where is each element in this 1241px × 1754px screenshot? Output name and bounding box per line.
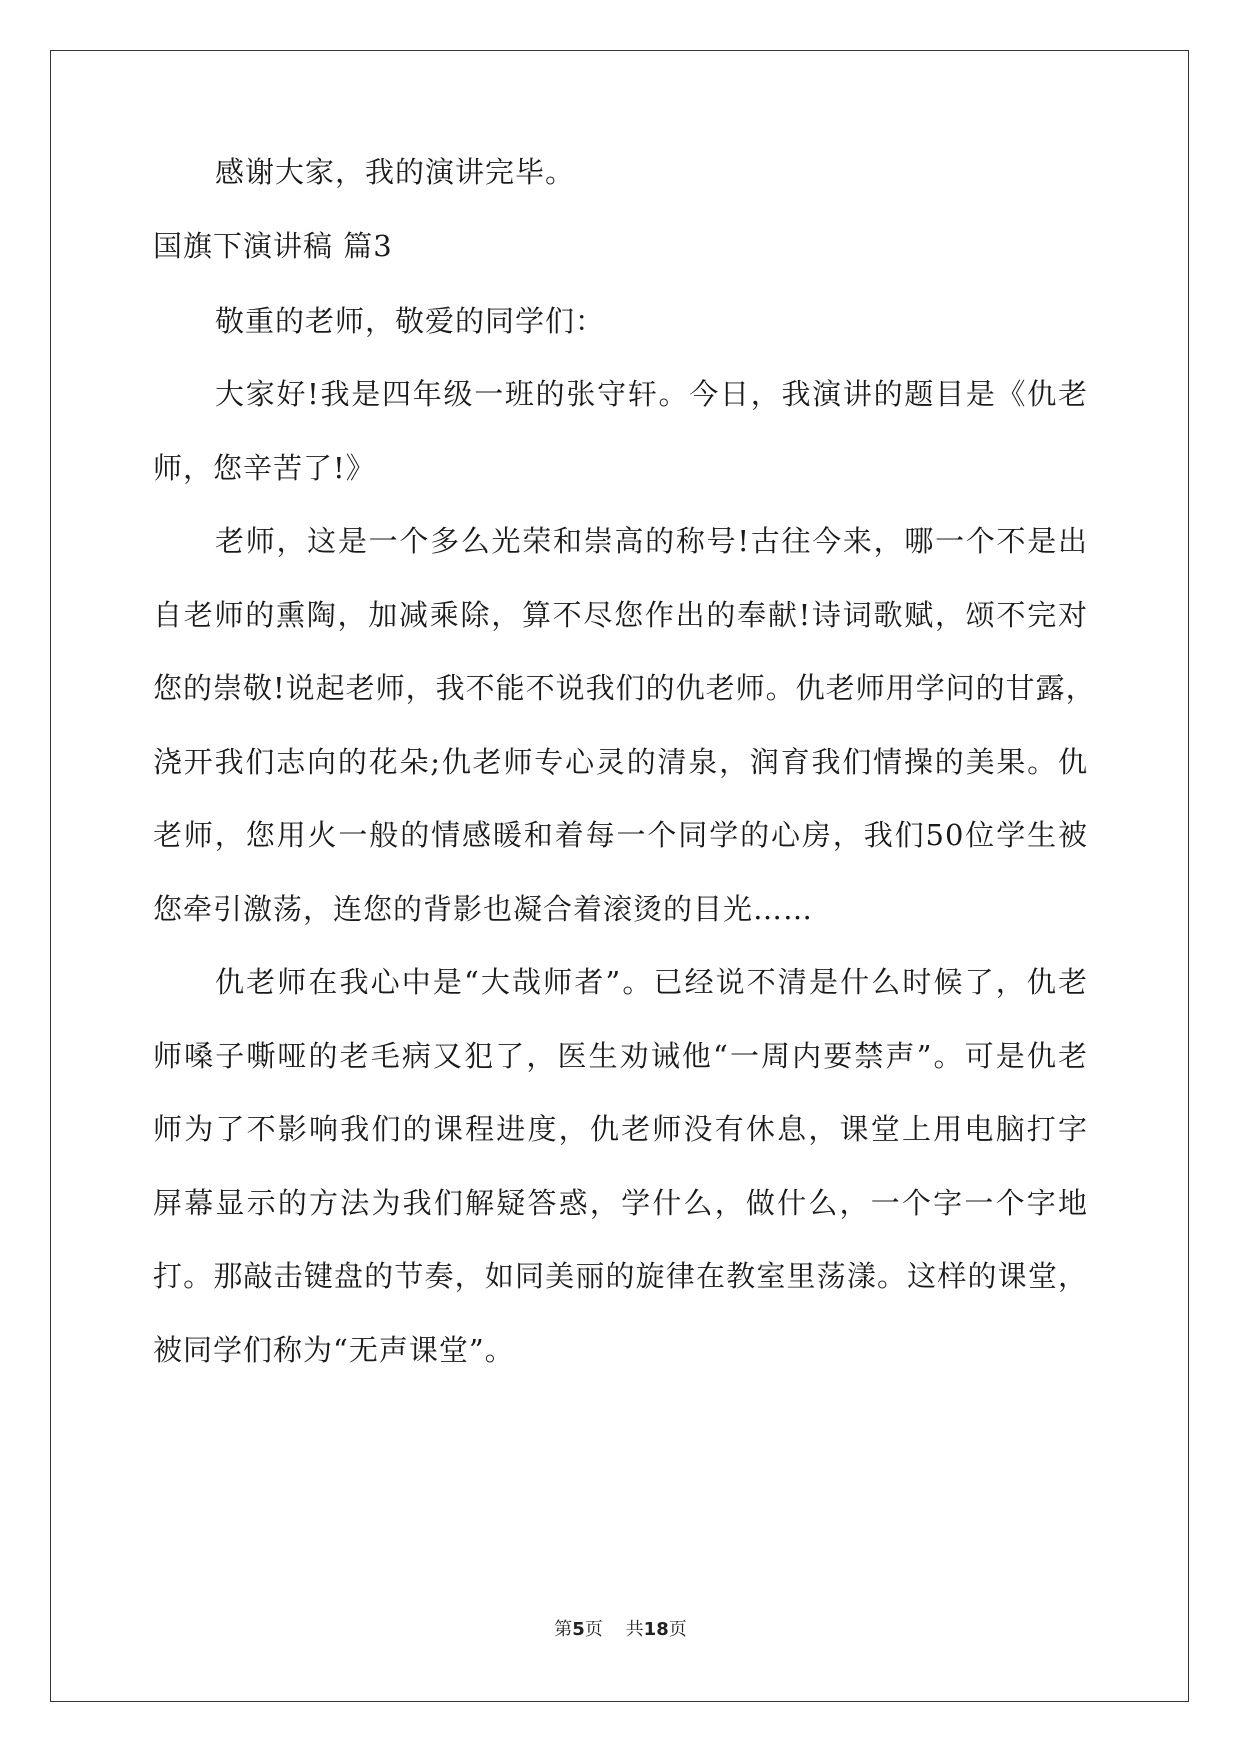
section-heading: 国旗下演讲稿 篇3 (153, 229, 393, 263)
paragraph-line: 被同学们称为“无声课堂”。 (153, 1333, 515, 1367)
paragraph-line: 大家好!我是四年级一班的张守轩。今日，我演讲的题目是《仇老 (215, 377, 1088, 411)
paragraph-line: 浇开我们志向的花朵;仇老师专心灵的清泉，润育我们情操的美果。仇 (153, 745, 1088, 779)
footer-page-number: 5 (572, 1619, 585, 1640)
page-footer (0, 1618, 1241, 1642)
footer-page-suffix: 页 (584, 1619, 603, 1640)
paragraph-line: 打。那敲击键盘的节奏，如同美丽的旋律在教室里荡漾。这样的课堂， (153, 1259, 1088, 1293)
paragraph-line: 师，您辛苦了!》 (153, 451, 376, 485)
paragraph-line: 您的崇敬!说起老师，我不能不说我们的仇老师。仇老师用学问的甘露， (153, 671, 1096, 705)
paragraph-line: 屏幕显示的方法为我们解疑答惑，学什么，做什么，一个字一个字地 (153, 1186, 1088, 1220)
paragraph-line: 老师，这是一个多么光荣和崇高的称号!古往今来，哪一个不是出 (215, 524, 1088, 558)
paragraph-line: 仇老师在我心中是“大哉师者”。已经说不清是什么时候了，仇老 (215, 965, 1088, 999)
footer-total-pages: 18 (643, 1619, 669, 1640)
closing-line: 感谢大家，我的演讲完毕。 (215, 155, 576, 189)
footer-total-suffix: 页 (668, 1619, 687, 1640)
footer-prefix: 第 (554, 1619, 573, 1640)
footer-total-prefix: 共 (625, 1619, 644, 1640)
paragraph-line: 师为了不影响我们的课程进度，仇老师没有休息，课堂上用电脑打字 (153, 1112, 1088, 1146)
page-border (50, 50, 1189, 1702)
paragraph-line: 师嗓子嘶哑的老毛病又犯了，医生劝诫他“一周内要禁声”。可是仇老 (153, 1039, 1088, 1073)
salutation: 敬重的老师，敬爱的同学们： (215, 304, 606, 338)
paragraph-line: 您牵引激荡，连您的背影也凝合着滚烫的目光…… (153, 892, 814, 926)
paragraph-line: 自老师的熏陶，加减乘除，算不尽您作出的奉献!诗词歌赋，颂不完对 (153, 598, 1088, 632)
paragraph-line: 老师，您用火一般的情感暖和着每一个同学的心房，我们50位学生被 (153, 818, 1088, 852)
